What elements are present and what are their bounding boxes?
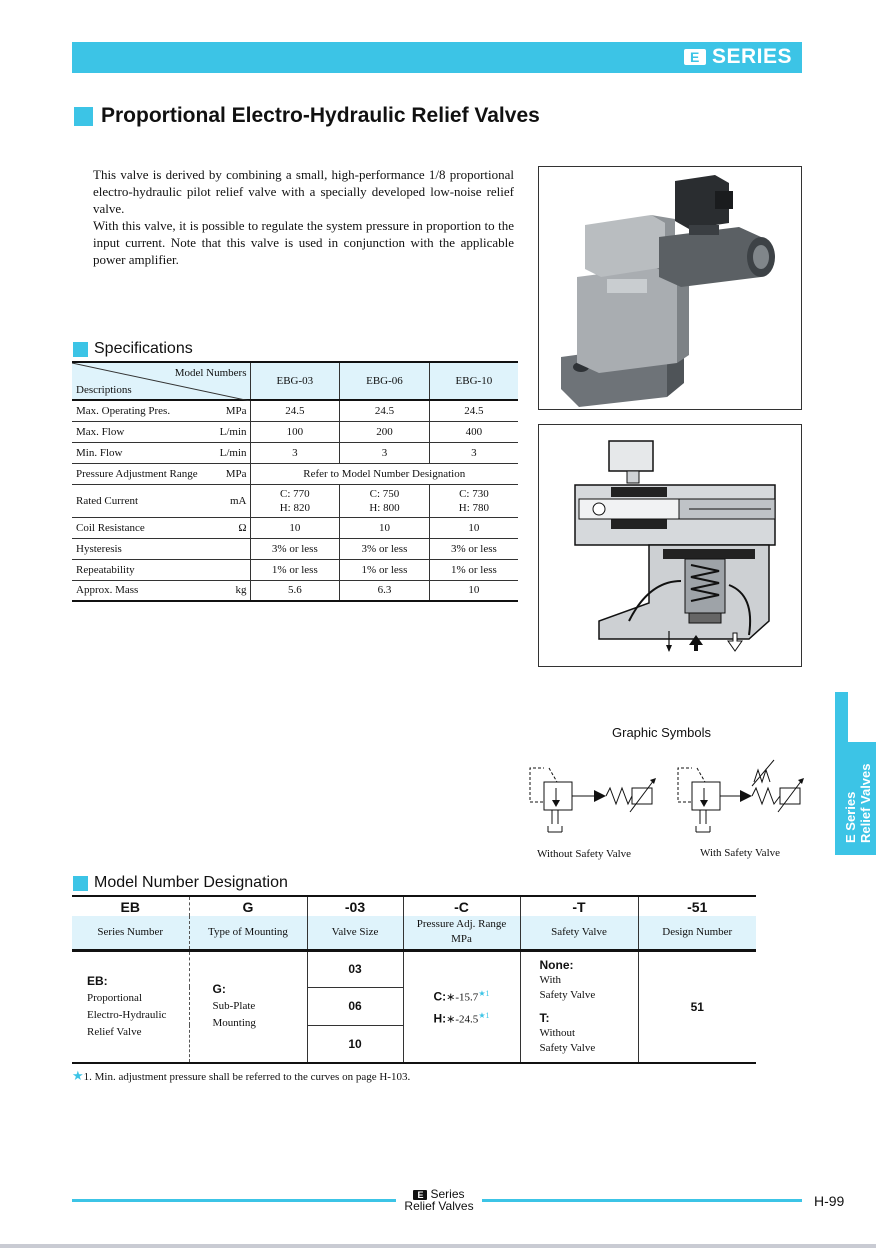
side-index-tab[interactable] xyxy=(835,692,876,855)
spec-label: Rated Current xyxy=(76,494,139,507)
code-safety: -T xyxy=(520,896,638,916)
spec-label: Approx. Mass xyxy=(76,584,139,597)
model-designation-heading xyxy=(73,874,288,892)
e-series-logo-icon: E xyxy=(413,1190,427,1200)
spec-row-mass xyxy=(72,580,518,601)
size-03: 03 xyxy=(307,950,403,987)
spec-label: Coil Resistance xyxy=(76,521,145,534)
spec-row-repeatability xyxy=(72,559,518,580)
product-photo xyxy=(538,166,802,410)
spec-value: 3% or less xyxy=(429,538,518,559)
page-title xyxy=(74,104,540,128)
pressure-option-h: $H:∗-24.5^{★1}$ xyxy=(433,1010,490,1026)
spec-value xyxy=(429,484,518,517)
symbol-caption-with: With Safety Valve xyxy=(700,847,781,859)
designation-code-row xyxy=(72,896,756,916)
current-h: H: 780 xyxy=(458,501,490,514)
spec-corner-cell xyxy=(72,362,250,400)
spec-unit: kg xyxy=(235,584,247,597)
code-pressure: -C xyxy=(403,896,520,916)
spec-value: 100 xyxy=(250,421,340,442)
spec-value: 3% or less xyxy=(340,538,430,559)
safety-line: Safety Valve xyxy=(539,988,596,1001)
series-cell xyxy=(72,950,189,1063)
model-designation-table xyxy=(72,895,756,1064)
side-tab-line-1: E Series xyxy=(843,791,858,843)
spec-unit: L/min xyxy=(219,425,247,438)
size-06: 06 xyxy=(307,987,403,1025)
model-designation-heading-text: Model Number Designation xyxy=(94,874,288,891)
footer-category: Relief Valves xyxy=(404,1199,474,1213)
spec-value: 10 xyxy=(429,580,518,601)
series-code: EB: xyxy=(87,973,108,988)
page-bottom-edge xyxy=(0,1244,876,1248)
safety-t-code: T: xyxy=(539,1010,550,1025)
title-square-icon xyxy=(74,107,93,126)
section-square-icon xyxy=(73,342,88,357)
intro-text xyxy=(93,166,514,268)
footnote-star-icon: ★1 xyxy=(478,1010,490,1020)
current-c: C: 770 xyxy=(279,487,310,500)
spec-value: 5.6 xyxy=(250,580,340,601)
code-mounting: G xyxy=(189,896,307,916)
symbol-caption-without: Without Safety Valve xyxy=(537,848,632,860)
page-title-text: Proportional Electro-Hydraulic Relief Valves xyxy=(101,104,540,127)
safety-none-code: None: xyxy=(539,957,574,972)
spec-value xyxy=(340,484,430,517)
spec-unit: Ω xyxy=(238,521,247,534)
spec-value: 3 xyxy=(250,442,340,463)
safety-cell xyxy=(520,950,638,1063)
mounting-code: G: xyxy=(212,982,226,997)
specifications-heading xyxy=(73,340,193,358)
spec-value: 24.5 xyxy=(429,400,518,421)
spec-unit: L/min xyxy=(219,446,247,459)
label-design: Design Number xyxy=(638,916,756,950)
spec-model-header: EBG-03 xyxy=(250,362,340,400)
corner-descriptions: Descriptions xyxy=(76,384,132,396)
graphic-symbols xyxy=(522,752,812,862)
spec-row-hysteresis xyxy=(72,538,518,559)
spec-value: 400 xyxy=(429,421,518,442)
spec-value: 3 xyxy=(429,442,518,463)
series-line: Electro-Hydraulic xyxy=(87,1008,167,1021)
current-c: C: 730 xyxy=(459,487,489,500)
spec-label: Max. Operating Pres. xyxy=(76,404,171,417)
current-c: C: 750 xyxy=(369,487,400,500)
series-header-band xyxy=(72,42,802,73)
label-pressure-unit: MPa xyxy=(451,933,472,946)
safety-line: With xyxy=(539,973,562,986)
cross-section-drawing xyxy=(538,424,802,667)
current-h: H: 820 xyxy=(279,501,310,514)
spec-value: 1% or less xyxy=(340,559,430,580)
e-series-logo-icon: E xyxy=(684,49,706,65)
spec-value: 24.5 xyxy=(340,400,430,421)
spec-label: Repeatability xyxy=(76,563,135,576)
pressure-cell xyxy=(403,950,520,1063)
designation-body-row-1 xyxy=(72,950,756,987)
footer-section-label xyxy=(396,1188,482,1212)
spec-value: 10 xyxy=(250,517,340,538)
footnote-star-icon: ★ xyxy=(72,1068,84,1083)
safety-line: Safety Valve xyxy=(539,1041,596,1054)
pressure-option-c: $C:∗-15.7^{★1}$ xyxy=(433,989,490,1004)
label-pressure: Pressure Adj. Range MPa xyxy=(403,916,520,950)
graphic-symbols-title: Graphic Symbols xyxy=(612,725,711,740)
intro-paragraph-2: With this valve, it is possible to regulate the system pressure in proportion to the input current. Note that this valve is used in conjunction with the applicable power amplifier. xyxy=(93,218,514,267)
valve-cross-section-illustration xyxy=(539,425,802,667)
side-tab-line-2: Relief Valves xyxy=(858,763,873,843)
design-number: 51 xyxy=(638,950,756,1063)
footnote xyxy=(72,1068,410,1084)
specifications-table xyxy=(72,361,518,602)
mounting-line: Sub-Plate xyxy=(212,1000,256,1013)
code-design: -51 xyxy=(638,896,756,916)
spec-label: Pressure Adjustment Range xyxy=(76,467,198,480)
corner-model-numbers: Model Numbers xyxy=(174,367,247,379)
spec-value: 200 xyxy=(340,421,430,442)
spec-unit: MPa xyxy=(225,404,247,417)
spec-value xyxy=(250,484,340,517)
mounting-cell xyxy=(189,950,307,1063)
footer-rule-right xyxy=(482,1199,802,1202)
series-label: SERIES xyxy=(711,45,792,68)
footer-series: Series xyxy=(430,1187,465,1201)
spec-value: 3% or less xyxy=(250,538,340,559)
intro-paragraph-1: This valve is derived by combining a small, high-performance 1/8 proportional electro-hydraulic pilot relief valve with a specially developed low-noise relief valve. xyxy=(93,167,514,216)
spec-label: Max. Flow xyxy=(76,425,125,438)
spec-row-pressure-adjustment xyxy=(72,463,518,484)
spec-row-max-flow xyxy=(72,421,518,442)
spec-row-min-flow xyxy=(72,442,518,463)
spec-value: 10 xyxy=(340,517,430,538)
spec-label: Hysteresis xyxy=(76,542,122,555)
spec-header-row xyxy=(72,362,518,400)
specifications-heading-text: Specifications xyxy=(94,340,193,357)
page-number: H-99 xyxy=(814,1193,845,1209)
spec-value: 1% or less xyxy=(250,559,340,580)
footnote-text: 1. Min. adjustment pressure shall be referred to the curves on page H-103. xyxy=(83,1071,411,1083)
spec-unit: mA xyxy=(230,494,247,507)
safety-line: Without xyxy=(539,1026,576,1039)
spec-value: 1% or less xyxy=(429,559,518,580)
current-h: H: 800 xyxy=(369,501,400,514)
mounting-line: Mounting xyxy=(212,1017,256,1030)
spec-row-coil-resistance xyxy=(72,517,518,538)
spec-row-rated-current xyxy=(72,484,518,517)
label-safety: Safety Valve xyxy=(520,916,638,950)
spec-value: 6.3 xyxy=(340,580,430,601)
label-size: Valve Size xyxy=(307,916,403,950)
series-line: Relief Valve xyxy=(87,1025,142,1038)
hydraulic-symbols-icon xyxy=(522,752,812,862)
spec-value: 3 xyxy=(340,442,430,463)
section-square-icon xyxy=(73,876,88,891)
spec-unit: MPa xyxy=(225,467,247,480)
spec-row-max-pressure xyxy=(72,400,518,421)
spec-value: 10 xyxy=(429,517,518,538)
code-series: EB xyxy=(72,896,189,916)
label-series: Series Number xyxy=(72,916,189,950)
label-mounting: Type of Mounting xyxy=(189,916,307,950)
valve-photo-illustration xyxy=(539,167,802,410)
footnote-star-icon: ★1 xyxy=(478,989,490,999)
spec-span-value: Refer to Model Number Designation xyxy=(250,463,518,484)
footer-rule-left xyxy=(72,1199,396,1202)
designation-label-row xyxy=(72,916,756,950)
spec-model-header: EBG-06 xyxy=(340,362,430,400)
code-size: -03 xyxy=(307,896,403,916)
size-10: 10 xyxy=(307,1025,403,1063)
spec-value: 24.5 xyxy=(250,400,340,421)
spec-model-header: EBG-10 xyxy=(429,362,518,400)
spec-label: Min. Flow xyxy=(76,446,123,459)
series-line: Proportional xyxy=(87,991,142,1004)
